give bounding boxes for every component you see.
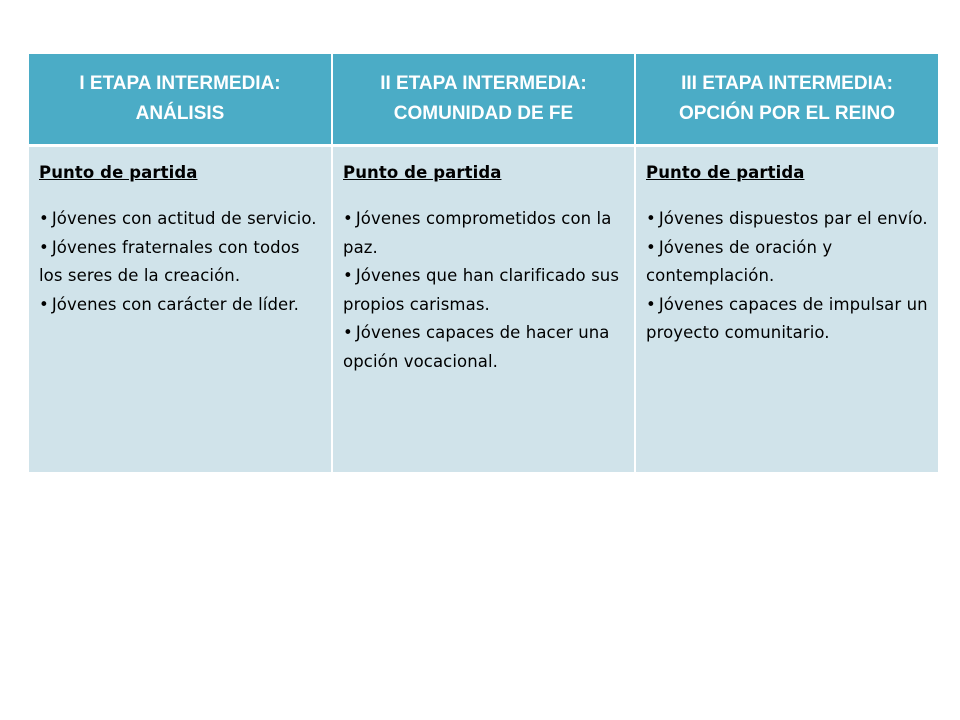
bullet-text: Jóvenes capaces de hacer una opción vocacional. [343, 323, 610, 371]
stage-3-bullet-list [646, 205, 928, 348]
list-item [39, 234, 321, 291]
bullet-text: Jóvenes dispuestos par el envío. [658, 209, 928, 228]
bullet-icon: • [646, 237, 656, 257]
list-item [646, 205, 928, 234]
column-header-stage-3: III ETAPA INTERMEDIA: OPCIÓN POR EL REINO [635, 54, 938, 145]
stages-table [29, 54, 938, 472]
bullet-icon: • [646, 294, 656, 314]
bullet-icon: • [343, 209, 353, 228]
bullet-text: Jóvenes con actitud de servicio. [51, 209, 317, 228]
table-body-row [29, 145, 938, 472]
stage-2-cell [332, 145, 635, 472]
bullet-icon: • [343, 323, 353, 342]
bullet-icon: • [39, 294, 49, 314]
list-item [343, 262, 624, 319]
table-header-row [29, 54, 938, 145]
list-item [39, 205, 321, 234]
list-item [39, 291, 321, 320]
column-header-stage-2: II ETAPA INTERMEDIA: COMUNIDAD DE FE [332, 54, 635, 145]
bullet-icon: • [646, 209, 656, 228]
column-header-stage-1: I ETAPA INTERMEDIA: ANÁLISIS [29, 54, 332, 145]
list-item [343, 205, 624, 262]
stage-1-heading: Punto de partida [39, 162, 198, 182]
bullet-text: Jóvenes de oración y contemplación. [646, 237, 833, 285]
stage-3-heading: Punto de partida [646, 162, 805, 182]
stage-2-heading: Punto de partida [343, 162, 502, 182]
bullet-icon: • [343, 266, 353, 285]
stage-1-cell [29, 145, 332, 472]
bullet-icon: • [39, 209, 49, 228]
bullet-text: Jóvenes fraternales con todos los seres de la creación. [39, 237, 300, 285]
list-item [646, 234, 928, 291]
stage-1-bullet-list [39, 205, 321, 319]
bullet-text: Jóvenes que han clarificado sus propios carismas. [343, 266, 620, 314]
stage-2-bullet-list [343, 205, 624, 376]
bullet-icon: • [39, 237, 49, 257]
list-item [646, 291, 928, 348]
bullet-text: Jóvenes comprometidos con la paz. [343, 209, 612, 257]
bullet-text: Jóvenes capaces de impulsar un proyecto comunitario. [646, 294, 928, 342]
stage-3-cell [635, 145, 938, 472]
list-item [343, 319, 624, 376]
bullet-text: Jóvenes con carácter de líder. [51, 294, 300, 314]
